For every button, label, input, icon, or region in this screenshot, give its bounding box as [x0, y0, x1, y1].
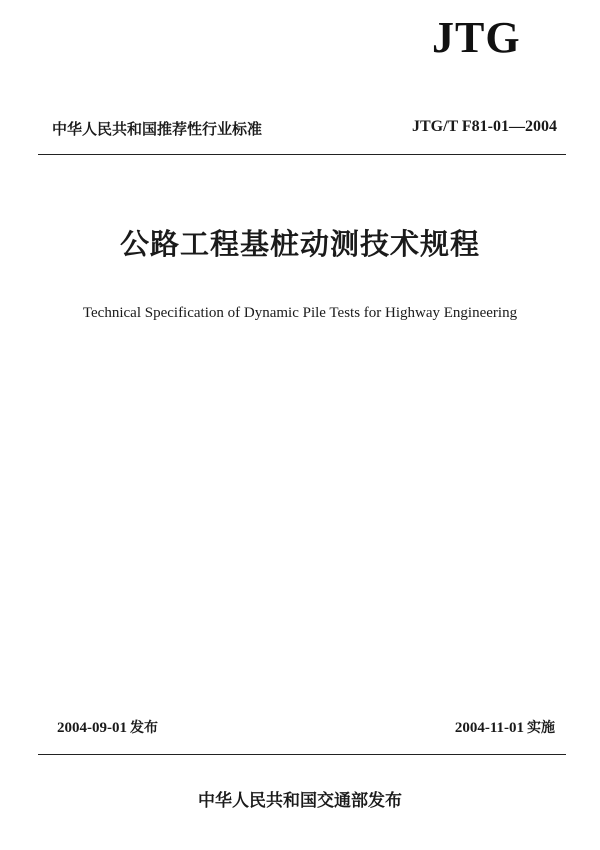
- top-divider: [38, 154, 566, 155]
- title-chinese: 公路工程基桩动测技术规程: [119, 227, 480, 261]
- implementation-date: 2004-11-01: [454, 720, 524, 736]
- issue-label: 发布: [130, 720, 158, 736]
- header-row: [52, 118, 557, 142]
- implementation-label: 实施: [527, 720, 555, 736]
- dates-row: [57, 717, 555, 741]
- standard-code: JTG/T F81-01—2004: [411, 118, 557, 135]
- bottom-divider: [38, 754, 566, 755]
- title-english: Technical Specification of Dynamic Pile Tests for Highway Engineering: [82, 305, 518, 321]
- jtg-logo: JTG: [432, 13, 521, 62]
- issue-date: 2004-09-01: [57, 720, 127, 736]
- standard-category: 中华人民共和国推荐性行业标准: [52, 120, 263, 138]
- implementation-date-block: [455, 717, 555, 737]
- publisher: 中华人民共和国交通部发布: [198, 791, 402, 811]
- issue-date-block: [57, 717, 158, 737]
